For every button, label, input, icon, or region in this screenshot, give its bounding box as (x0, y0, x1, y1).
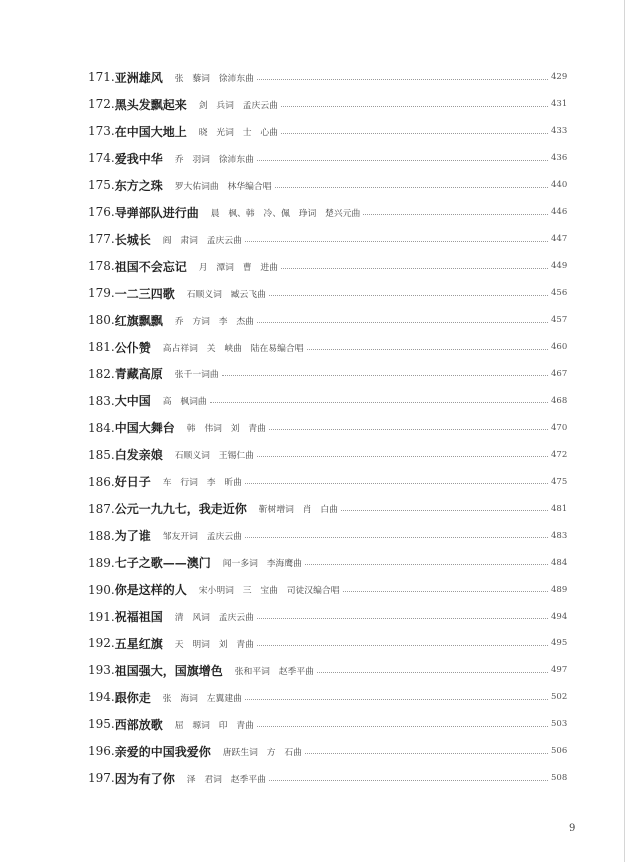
song-title: 长城长 (114, 232, 151, 247)
entry-number: 171. (88, 70, 115, 85)
song-title: 为了谁 (114, 529, 151, 544)
toc-entry (88, 253, 567, 280)
song-title: 白发亲娘 (114, 448, 163, 463)
dot-leader (257, 726, 548, 727)
entry-number: 193. (88, 663, 115, 678)
song-credits: 张和平词 赵季平曲 (234, 666, 314, 677)
dot-leader (222, 375, 548, 376)
toc-entry (88, 495, 567, 522)
toc-entry (88, 199, 567, 226)
song-credits: 张 海词 左翼建曲 (162, 693, 242, 704)
entry-number: 183. (88, 393, 115, 408)
song-credits: 车 行词 李 昕曲 (162, 478, 242, 489)
dot-leader (245, 537, 548, 538)
song-credits: 乔 方词 李 杰曲 (174, 316, 254, 327)
song-title: 亚洲雄风 (114, 70, 163, 85)
dot-leader (343, 591, 549, 592)
song-credits: 清 风词 孟庆云曲 (174, 613, 254, 624)
entry-number: 194. (88, 690, 115, 705)
song-credits: 张 藜词 徐沛东曲 (174, 73, 254, 84)
entry-page-number: 446 (551, 207, 568, 218)
dot-leader (281, 133, 548, 134)
song-credits: 邹友开词 孟庆云曲 (162, 532, 242, 543)
song-title: 祝福祖国 (114, 610, 163, 625)
song-credits: 闻一多词 李海鹰曲 (222, 559, 302, 570)
dot-leader (269, 429, 548, 430)
entry-page-number: 475 (551, 476, 568, 487)
song-title: 爱我中华 (114, 151, 163, 166)
page-number: 9 (569, 823, 576, 834)
dot-leader (307, 349, 549, 350)
dot-leader (245, 699, 548, 700)
song-credits: 屈 塬词 印 青曲 (174, 720, 254, 731)
toc-entry (88, 360, 567, 387)
dot-leader (257, 618, 548, 619)
dot-leader (245, 483, 548, 484)
song-title: 西部放歌 (114, 717, 163, 732)
song-credits: 石顺义词 臧云飞曲 (186, 289, 266, 300)
toc-entry (88, 684, 567, 711)
song-title: 祖国不会忘记 (114, 259, 187, 274)
entry-page-number: 460 (551, 342, 568, 352)
song-title: 七子之歌——澳门 (114, 556, 211, 571)
song-credits: 宋小明词 三 宝曲 司徒汉编合唱 (198, 586, 340, 597)
toc-entry (88, 657, 567, 684)
entry-number: 174. (88, 151, 115, 166)
song-credits: 阎 肃词 孟庆云曲 (162, 235, 242, 246)
dot-leader (257, 456, 548, 457)
song-title: 青藏高原 (114, 367, 163, 382)
song-credits: 石顺义词 王锡仁曲 (174, 451, 254, 462)
dot-leader (245, 241, 548, 242)
song-title: 在中国大地上 (114, 124, 187, 139)
entry-page-number: 489 (551, 584, 568, 595)
toc-entry (88, 334, 567, 361)
entry-page-number: 502 (551, 692, 568, 703)
entry-page-number: 472 (551, 449, 568, 460)
entry-number: 173. (88, 124, 115, 139)
entry-number: 184. (88, 420, 115, 435)
song-credits: 罗大佑词曲 林华编合唱 (174, 181, 272, 192)
table-of-contents (88, 64, 567, 792)
toc-entry (88, 387, 567, 414)
entry-page-number: 429 (551, 72, 568, 83)
entry-number: 195. (88, 717, 115, 732)
song-title: 跟你走 (114, 690, 151, 705)
entry-number: 175. (88, 178, 115, 193)
entry-page-number: 481 (551, 503, 568, 514)
entry-number: 191. (88, 609, 115, 624)
song-credits: 韩 伟词 刘 青曲 (186, 424, 266, 435)
dot-leader (305, 564, 548, 565)
entry-page-number: 506 (551, 746, 568, 757)
dot-leader (257, 160, 548, 161)
toc-entry (88, 307, 567, 334)
entry-number: 189. (88, 555, 115, 570)
page-edge-rule (624, 0, 625, 862)
entry-page-number: 431 (551, 99, 568, 110)
toc-entry (88, 226, 567, 253)
toc-entry (88, 738, 567, 765)
entry-number: 196. (88, 744, 115, 759)
song-title: 导弹部队进行曲 (114, 205, 199, 220)
song-title: 中国大舞台 (114, 421, 175, 436)
toc-entry (88, 630, 567, 657)
entry-page-number: 494 (551, 611, 568, 622)
entry-page-number: 457 (551, 315, 568, 326)
entry-number: 186. (88, 474, 115, 489)
song-credits: 泽 君词 赵季平曲 (186, 774, 266, 785)
entry-number: 176. (88, 205, 115, 220)
entry-page-number: 484 (551, 557, 568, 568)
entry-number: 172. (88, 97, 115, 112)
song-credits: 剑 兵词 孟庆云曲 (198, 100, 278, 111)
dot-leader (257, 322, 548, 323)
entry-page-number: 468 (551, 395, 568, 406)
song-credits: 晨 枫、韩 冷、佩 琤词 楚兴元曲 (210, 208, 361, 219)
entry-number: 188. (88, 528, 115, 543)
dot-leader (257, 79, 548, 80)
song-title: 因为有了你 (114, 771, 175, 786)
entry-page-number: 467 (551, 368, 568, 379)
entry-number: 181. (88, 340, 115, 354)
toc-entry (88, 549, 567, 576)
song-credits: 唐跃生词 方 石曲 (222, 747, 302, 758)
toc-entry (88, 711, 567, 738)
toc-entry (88, 765, 567, 792)
song-title: 黑头发飘起来 (114, 97, 187, 112)
toc-entry (88, 280, 567, 307)
entry-page-number: 456 (551, 288, 568, 299)
entry-number: 197. (88, 771, 115, 786)
dot-leader (275, 187, 548, 188)
entry-page-number: 470 (551, 422, 568, 433)
song-title: 公元一九九七，我走近你 (114, 502, 247, 517)
toc-entry (88, 91, 567, 118)
entry-page-number: 440 (551, 180, 568, 191)
entry-page-number: 503 (551, 719, 568, 730)
toc-entry (88, 145, 567, 172)
dot-leader (305, 753, 548, 754)
song-credits: 高 枫词曲 (162, 397, 207, 408)
toc-entry (88, 172, 567, 199)
song-credits: 月 潭词 曹 进曲 (198, 262, 278, 273)
song-title: 五星红旗 (114, 636, 163, 651)
entry-page-number: 449 (551, 261, 568, 272)
song-credits: 靳树增词 肖 白曲 (258, 505, 338, 516)
song-title: 好日子 (114, 475, 151, 490)
song-credits: 晓 光词 士 心曲 (198, 127, 278, 138)
dot-leader (269, 780, 548, 781)
dot-leader (210, 402, 548, 403)
song-credits: 高占祥词 关 峡曲 陆在易编合唱 (162, 343, 304, 354)
dot-leader (317, 672, 548, 673)
toc-entry (88, 603, 567, 630)
toc-entry (88, 64, 567, 91)
entry-page-number: 497 (551, 665, 568, 676)
dot-leader (269, 295, 548, 296)
song-title: 一二三四歌 (114, 286, 175, 301)
toc-entry (88, 118, 567, 145)
song-credits: 乔 羽词 徐沛东曲 (174, 154, 254, 165)
entry-number: 182. (88, 366, 115, 381)
entry-number: 179. (88, 286, 115, 301)
toc-entry (88, 468, 567, 495)
entry-page-number: 433 (551, 126, 568, 137)
entry-page-number: 483 (551, 530, 568, 541)
entry-number: 192. (88, 636, 115, 651)
toc-entry (88, 414, 567, 441)
entry-number: 187. (88, 501, 115, 516)
dot-leader (281, 268, 548, 269)
song-credits: 天 明词 刘 青曲 (174, 639, 254, 650)
entry-number: 177. (88, 232, 115, 247)
song-title: 亲爱的中国我爱你 (114, 744, 211, 759)
entry-page-number: 508 (551, 773, 568, 784)
entry-number: 185. (88, 447, 115, 462)
entry-page-number: 436 (551, 153, 568, 164)
entry-number: 190. (88, 582, 115, 597)
dot-leader (341, 510, 548, 511)
toc-entry (88, 576, 567, 603)
dot-leader (363, 214, 548, 215)
song-title: 东方之珠 (114, 178, 163, 193)
dot-leader (257, 645, 548, 646)
toc-entry (88, 441, 567, 468)
song-title: 红旗飘飘 (114, 313, 163, 328)
entry-number: 178. (88, 259, 115, 274)
song-title: 祖国强大，国旗增色 (114, 663, 223, 678)
entry-number: 180. (88, 313, 115, 328)
toc-entry (88, 522, 567, 549)
entry-page-number: 447 (551, 234, 568, 245)
song-title: 大中国 (114, 394, 151, 409)
song-title: 公仆赞 (114, 340, 151, 355)
song-title: 你是这样的人 (114, 583, 187, 598)
song-credits: 张千一词曲 (174, 370, 219, 381)
entry-page-number: 495 (551, 638, 568, 649)
dot-leader (281, 106, 548, 107)
